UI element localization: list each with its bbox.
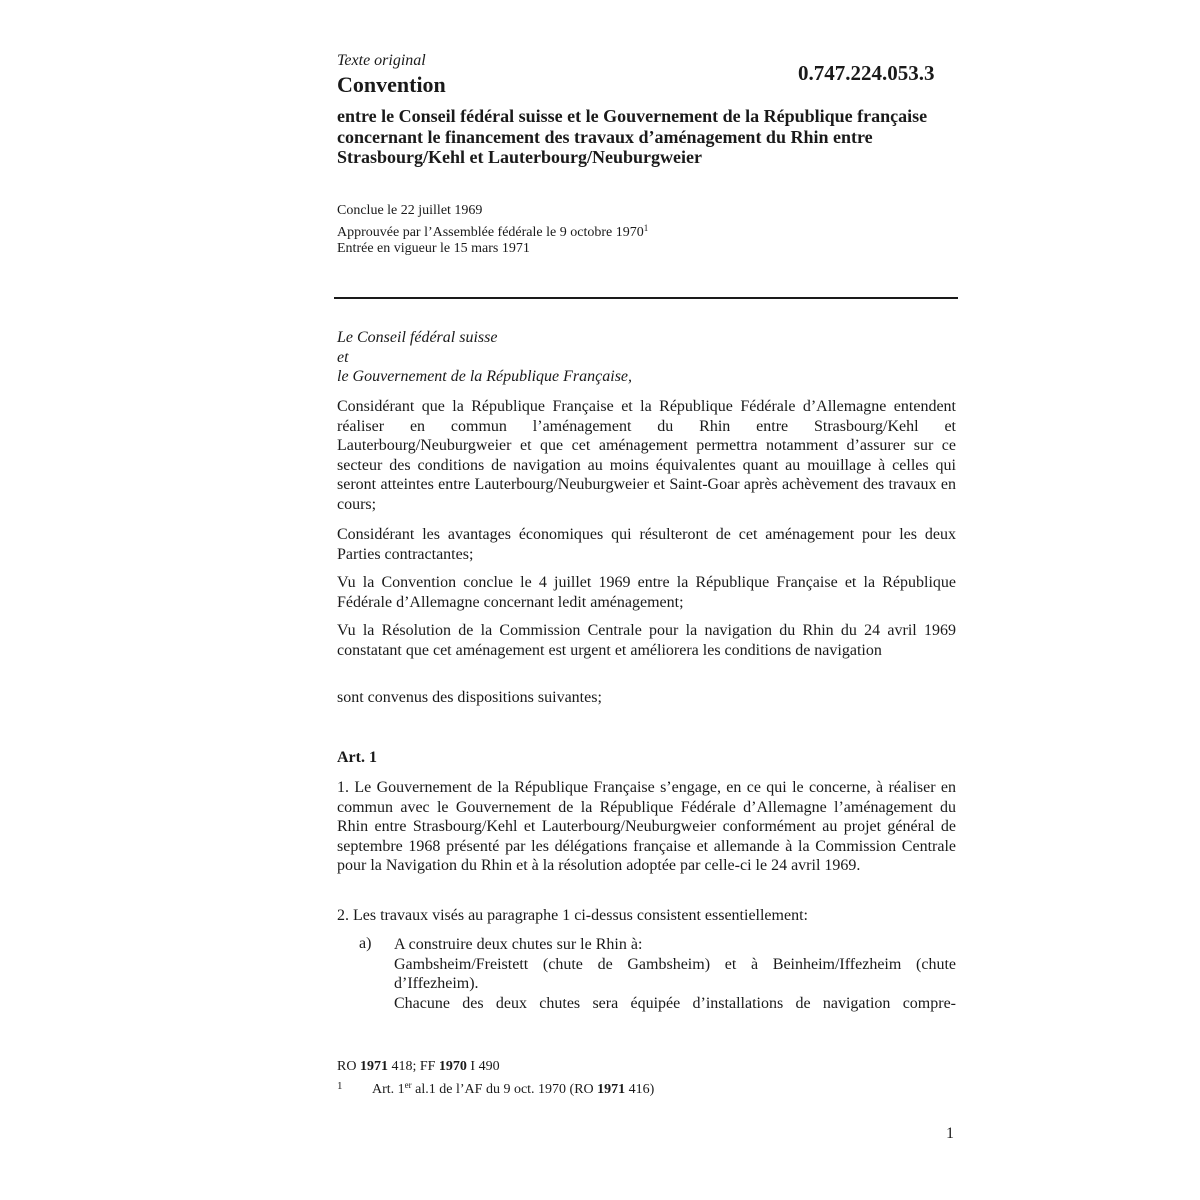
vu-convention: Vu la Convention conclue le 4 juillet 1969 entre la République Française et la République Fédérale d’Allemagne concernant ledit aménagement;	[337, 574, 956, 611]
considerant-2: Considérant les avantages économiques qui résulteront de cet aménagement pour les deux Parties contractantes;	[337, 526, 956, 563]
ro-year: 1971	[359, 1059, 388, 1074]
list-item-line: Chacune des deux chutes sera équipée d’installations de navigation compre-	[394, 994, 956, 1012]
texte-original-label: Texte original	[337, 52, 426, 69]
footer-reference	[337, 1059, 500, 1075]
date-approved	[337, 220, 648, 242]
article-1-paragraph-2: 2. Les travaux visés au paragraphe 1 ci-dessus consistent essentiellement:	[337, 907, 808, 924]
date-approved-text: Approuvée par l’Assemblée fédérale le 9 octobre 1970	[337, 224, 644, 240]
party-french: le Gouvernement de la République Française,	[337, 368, 633, 385]
date-in-force: Entrée en vigueur le 15 mars 1971	[337, 241, 530, 256]
date-concluded: Conclue le 22 juillet 1969	[337, 203, 483, 218]
considerant-1: Considérant que la République Française et la République Fédérale d’Allemagne entendent réaliser en commun l’aménagement du Rhin entre Strasbourg/Kehl et Lauterbourg/Neuburgweier et que cet aménagement permettra notamment d’assurer sur ce secteur des conditions de navigation au moins équivalentes quant au mouillage à celles qui seront atteintes entre Lauterbourg/Neuburgweier et Saint-Goar après achèvement des travaux en cours;	[337, 398, 956, 513]
preamble-conclusion: sont convenus des dispositions suivantes;	[337, 689, 602, 706]
footnote-superscript: er	[404, 1080, 412, 1090]
document-title: Convention	[337, 72, 446, 97]
list-item-label: a)	[359, 935, 372, 952]
footnote-part: Art. 1	[372, 1082, 405, 1097]
document-subtitle: entre le Conseil fédéral suisse et le Gouvernement de la République française concernant le financement des travaux d’aménagement du Rhin entre Strasbourg/Kehl et Lauterbourg/Neuburgweier	[337, 106, 928, 167]
ff-page: I 490	[466, 1059, 500, 1074]
page-number: 1	[946, 1125, 954, 1142]
footnote-part: al.1 de l’AF du 9 oct. 1970 (RO	[411, 1082, 598, 1097]
footnote-number: 1	[337, 1080, 343, 1092]
article-1-heading: Art. 1	[337, 749, 377, 766]
preamble-parties	[337, 328, 957, 387]
list-item-line: A construire deux chutes sur le Rhin à:	[394, 936, 643, 953]
ro-prefix: RO	[337, 1059, 360, 1074]
footnote-ref[interactable]: 1	[643, 222, 649, 233]
list-item-text	[394, 935, 956, 1013]
ro-page: 418; FF	[387, 1059, 439, 1074]
footnote-text	[372, 1080, 654, 1098]
party-swiss: Le Conseil fédéral suisse	[337, 329, 498, 346]
footnote-year: 1971	[597, 1082, 626, 1097]
footnote-part: 416)	[625, 1082, 655, 1097]
vu-resolution: Vu la Résolution de la Commission Centrale pour la navigation du Rhin du 24 avril 1969 constatant que cet aménagement est urgent et améliorera les conditions de navigation	[337, 622, 956, 659]
divider-rule	[334, 297, 958, 299]
dates-block	[337, 203, 648, 258]
sr-number: 0.747.224.053.3	[798, 61, 935, 85]
article-1-paragraph-1: 1. Le Gouvernement de la République Française s’engage, en ce qui le concerne, à réaliser en commun avec le Gouvernement de la République Fédérale d’Allemagne l’aménagement du Rhin entre Strasbourg/Kehl et Lauterbourg/Neuburgweier conformément au projet général de septembre 1968 présenté par les délégations française et allemande à la Commission Centrale pour la Navigation du Rhin et à la résolution adoptée par celle-ci le 24 avril 1969.	[337, 779, 956, 874]
party-and: et	[337, 348, 349, 366]
ff-year: 1970	[438, 1059, 467, 1074]
list-item-line: Gambsheim/Freistett (chute de Gambsheim) et à Beinheim/Iffezheim (chute d’Iffezheim).	[394, 955, 956, 992]
